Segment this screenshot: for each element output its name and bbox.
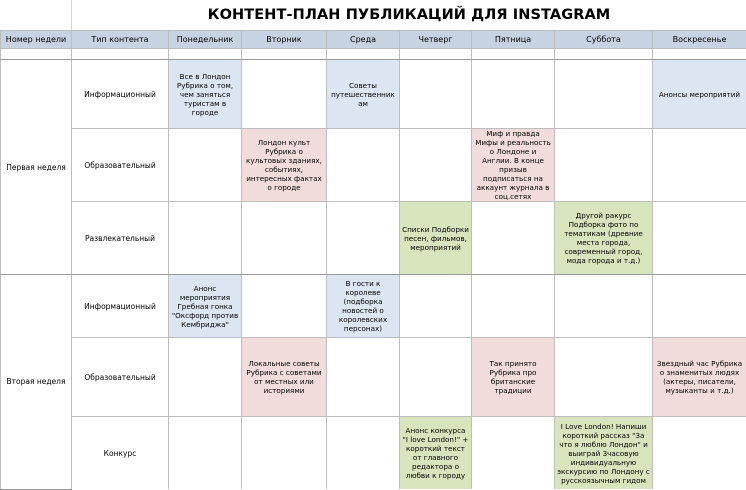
header-monday: Понедельник bbox=[169, 31, 242, 49]
table-row bbox=[1, 275, 746, 338]
cell-saturday: I Love London! Напиши короткий рассказ "За что я люблю Лондон" и выиграй 3часовую индивидуальную экскурсию по Лондону с русскоязычным гидом bbox=[555, 417, 653, 490]
spacer-cell bbox=[400, 49, 472, 60]
header-saturday: Суббота bbox=[555, 31, 653, 49]
cell-sunday: Звездный час Рубрика о знаменитых людях (актеры, писатели, музыканты и т.д.) bbox=[653, 338, 746, 417]
cell-wednesday bbox=[327, 338, 400, 417]
cell-wednesday bbox=[327, 202, 400, 275]
cell-tuesday: Лондон культ Рубрика о культовых зданиях, событиях, интересных фактах о городе bbox=[242, 129, 327, 202]
cell-friday: Так принято Рубрика про британские традиции bbox=[472, 338, 555, 417]
cell-monday bbox=[169, 129, 242, 202]
header-friday: Пятница bbox=[472, 31, 555, 49]
cell-saturday bbox=[555, 275, 653, 338]
cell-thursday: Анонс конкурса "I love London!" + короткий текст от главного редактора о любви к городу bbox=[400, 417, 472, 490]
spacer-cell bbox=[1, 49, 72, 60]
cell-thursday bbox=[400, 60, 472, 129]
cell-monday bbox=[169, 338, 242, 417]
cell-monday bbox=[169, 417, 242, 490]
cell-saturday: Другой ракурс Подборка фото по тематикам (древние места города, современный город, мода города и т.д.) bbox=[555, 202, 653, 275]
header-row bbox=[1, 31, 746, 49]
cell-wednesday: В гости к королеве (подборка новостей о королевских персонах) bbox=[327, 275, 400, 338]
header-tuesday: Вторник bbox=[242, 31, 327, 49]
cell-monday: Все в Лондон Рубрика о том, чем заняться туристам в городе bbox=[169, 60, 242, 129]
cell-wednesday bbox=[327, 129, 400, 202]
cell-thursday bbox=[400, 129, 472, 202]
cell-tuesday bbox=[242, 60, 327, 129]
table-row bbox=[1, 129, 746, 202]
spacer-row bbox=[1, 49, 746, 60]
content-type-label: Информационный bbox=[72, 275, 169, 338]
cell-friday: Миф и правда Мифы и реальность о Лондоне и Англии. В конце призыв подписаться на аккаунт журнала в соц.сетях bbox=[472, 129, 555, 202]
cell-friday bbox=[472, 417, 555, 490]
header-sunday: Воскресенье bbox=[653, 31, 746, 49]
cell-thursday bbox=[400, 275, 472, 338]
cell-friday bbox=[472, 202, 555, 275]
cell-tuesday bbox=[242, 275, 327, 338]
content-type-label: Образовательный bbox=[72, 338, 169, 417]
header-wednesday: Среда bbox=[327, 31, 400, 49]
page-title: КОНТЕНТ-ПЛАН ПУБЛИКАЦИЙ ДЛЯ INSTAGRAM bbox=[72, 0, 746, 30]
cell-friday bbox=[472, 275, 555, 338]
table-row bbox=[1, 338, 746, 417]
cell-tuesday bbox=[242, 417, 327, 490]
spacer-cell bbox=[72, 49, 169, 60]
cell-sunday bbox=[653, 129, 746, 202]
cell-thursday bbox=[400, 338, 472, 417]
cell-sunday bbox=[653, 202, 746, 275]
cell-saturday bbox=[555, 338, 653, 417]
week-label: Вторая неделя bbox=[1, 275, 72, 490]
header-thursday: Четверг bbox=[400, 31, 472, 49]
cell-wednesday bbox=[327, 417, 400, 490]
cell-sunday bbox=[653, 417, 746, 490]
content-type-label: Развлекательный bbox=[72, 202, 169, 275]
cell-wednesday: Советы путешественникам bbox=[327, 60, 400, 129]
content-plan-table bbox=[0, 30, 746, 490]
spacer-cell bbox=[653, 49, 746, 60]
spacer-cell bbox=[327, 49, 400, 60]
cell-saturday bbox=[555, 60, 653, 129]
table-row bbox=[1, 417, 746, 490]
week-label: Первая неделя bbox=[1, 60, 72, 275]
content-type-label: Информационный bbox=[72, 60, 169, 129]
cell-saturday bbox=[555, 129, 653, 202]
spacer-cell bbox=[242, 49, 327, 60]
cell-sunday: Анонсы мероприятий bbox=[653, 60, 746, 129]
content-type-label: Конкурс bbox=[72, 417, 169, 490]
cell-thursday: Списки Подборки песен, фильмов, мероприятий bbox=[400, 202, 472, 275]
cell-monday: Анонс мероприятия Гребная гонка "Оксфорд против Кембриджа" bbox=[169, 275, 242, 338]
table-row bbox=[1, 60, 746, 129]
spacer-cell bbox=[169, 49, 242, 60]
cell-sunday bbox=[653, 275, 746, 338]
spacer-cell bbox=[472, 49, 555, 60]
content-type-label: Образовательный bbox=[72, 129, 169, 202]
spacer-cell bbox=[555, 49, 653, 60]
header-content-type: Тип контента bbox=[72, 31, 169, 49]
cell-tuesday: Локальные советы Рубрика с советами от местных или историями bbox=[242, 338, 327, 417]
cell-monday bbox=[169, 202, 242, 275]
header-week-number: Номер недели bbox=[1, 31, 72, 49]
table-row bbox=[1, 202, 746, 275]
cell-friday bbox=[472, 60, 555, 129]
cell-tuesday bbox=[242, 202, 327, 275]
